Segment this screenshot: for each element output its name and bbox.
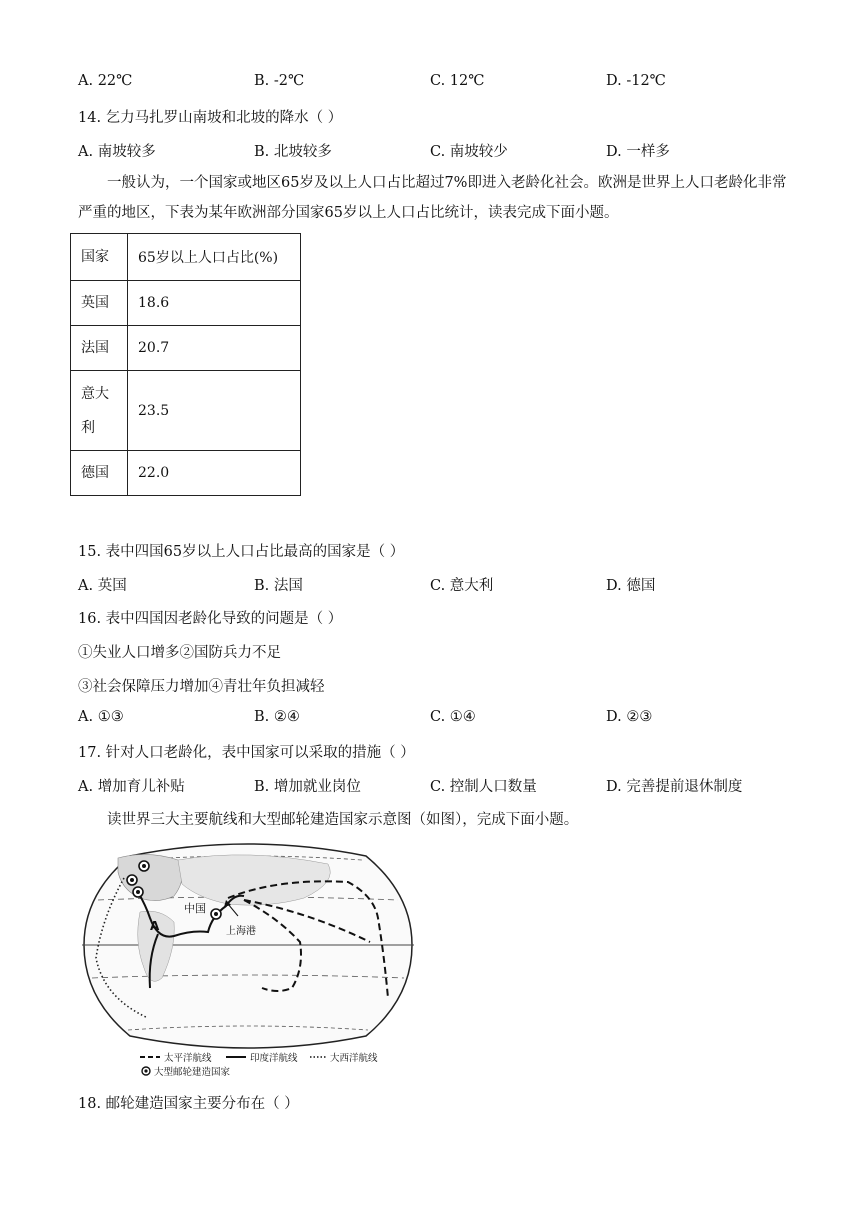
option-d: D. 德国 — [606, 578, 656, 594]
country-cell: 意大利 — [71, 371, 128, 451]
q16-stem: 16. 表中四国因老龄化导致的问题是（ ） — [78, 611, 343, 627]
q15-options — [78, 574, 778, 594]
option-d: D. -12℃ — [606, 73, 666, 89]
builder-country-icon — [211, 909, 221, 919]
label-a: A — [150, 919, 160, 933]
q14-stem: 14. 乞力马扎罗山南坡和北坡的降水（ ） — [78, 110, 343, 126]
q14-options — [78, 140, 778, 160]
label-china: 中国 — [184, 902, 206, 915]
q13-options — [78, 73, 778, 93]
option-c: C. ①④ — [430, 709, 476, 725]
q16-options — [78, 709, 778, 729]
legend-builders: 大型邮轮建造国家 — [154, 1067, 231, 1078]
shipping-routes-map — [78, 838, 418, 1080]
value-cell: 20.7 — [128, 326, 301, 371]
legend-atlantic: 大西洋航线 — [330, 1053, 378, 1064]
q18-stem: 18. 邮轮建造国家主要分布在（ ） — [78, 1096, 299, 1112]
builder-country-icon — [139, 861, 149, 871]
map-intro: 读世界三大主要航线和大型邮轮建造国家示意图（如图），完成下面小题。 — [107, 812, 579, 828]
option-c: C. 意大利 — [430, 578, 494, 594]
table-row — [71, 281, 301, 326]
table-row — [71, 326, 301, 371]
table-header-row — [71, 234, 301, 281]
label-shanghai: 上海港 — [226, 926, 256, 937]
option-a: A. 英国 — [78, 578, 127, 594]
option-d: D. 完善提前退休制度 — [606, 779, 743, 795]
option-a: A. 22℃ — [78, 73, 133, 89]
header-country: 国家 — [71, 234, 128, 281]
value-cell: 18.6 — [128, 281, 301, 326]
option-c: C. 控制人口数量 — [430, 779, 537, 795]
value-cell: 23.5 — [128, 371, 301, 451]
country-cell: 德国 — [71, 451, 128, 496]
country-cell: 法国 — [71, 326, 128, 371]
option-c: C. 南坡较少 — [430, 144, 508, 160]
table-row — [71, 371, 301, 451]
option-a: A. ①③ — [78, 709, 124, 725]
map-legend — [140, 1052, 378, 1078]
option-b: B. -2℃ — [254, 73, 305, 89]
aging-table — [70, 233, 301, 496]
option-b: B. 北坡较多 — [254, 144, 332, 160]
builder-country-icon — [133, 887, 143, 897]
option-c: C. 12℃ — [430, 73, 485, 89]
q16-items-1: ①失业人口增多②国防兵力不足 — [78, 645, 281, 661]
option-b: B. 增加就业岗位 — [254, 779, 361, 795]
q17-options — [78, 775, 778, 795]
q16-items-2: ③社会保障压力增加④青壮年负担减轻 — [78, 679, 325, 695]
q17-stem: 17. 针对人口老龄化，表中国家可以采取的措施（ ） — [78, 745, 415, 761]
option-a: A. 增加育儿补贴 — [78, 779, 185, 795]
option-d: D. 一样多 — [606, 144, 670, 160]
legend-indian: 印度洋航线 — [250, 1053, 298, 1064]
header-ratio: 65岁以上人口占比(%) — [128, 234, 301, 281]
option-d: D. ②③ — [606, 709, 653, 725]
table-row — [71, 451, 301, 496]
country-cell: 英国 — [71, 281, 128, 326]
option-a: A. 南坡较多 — [78, 144, 156, 160]
option-b: B. 法国 — [254, 578, 303, 594]
intro-paragraph: 一般认为，一个国家或地区65岁及以上人口占比超过7%即进入老龄化社会。欧洲是世界上人口老龄化非常严重的地区，下表为某年欧洲部分国家65岁以上人口占比统计，读表完成下面小题。 — [78, 175, 787, 221]
option-b: B. ②④ — [254, 709, 300, 725]
q15-stem: 15. 表中四国65岁以上人口占比最高的国家是（ ） — [78, 544, 405, 560]
builder-country-icon — [127, 875, 137, 885]
legend-pacific: 太平洋航线 — [164, 1053, 212, 1064]
value-cell: 22.0 — [128, 451, 301, 496]
